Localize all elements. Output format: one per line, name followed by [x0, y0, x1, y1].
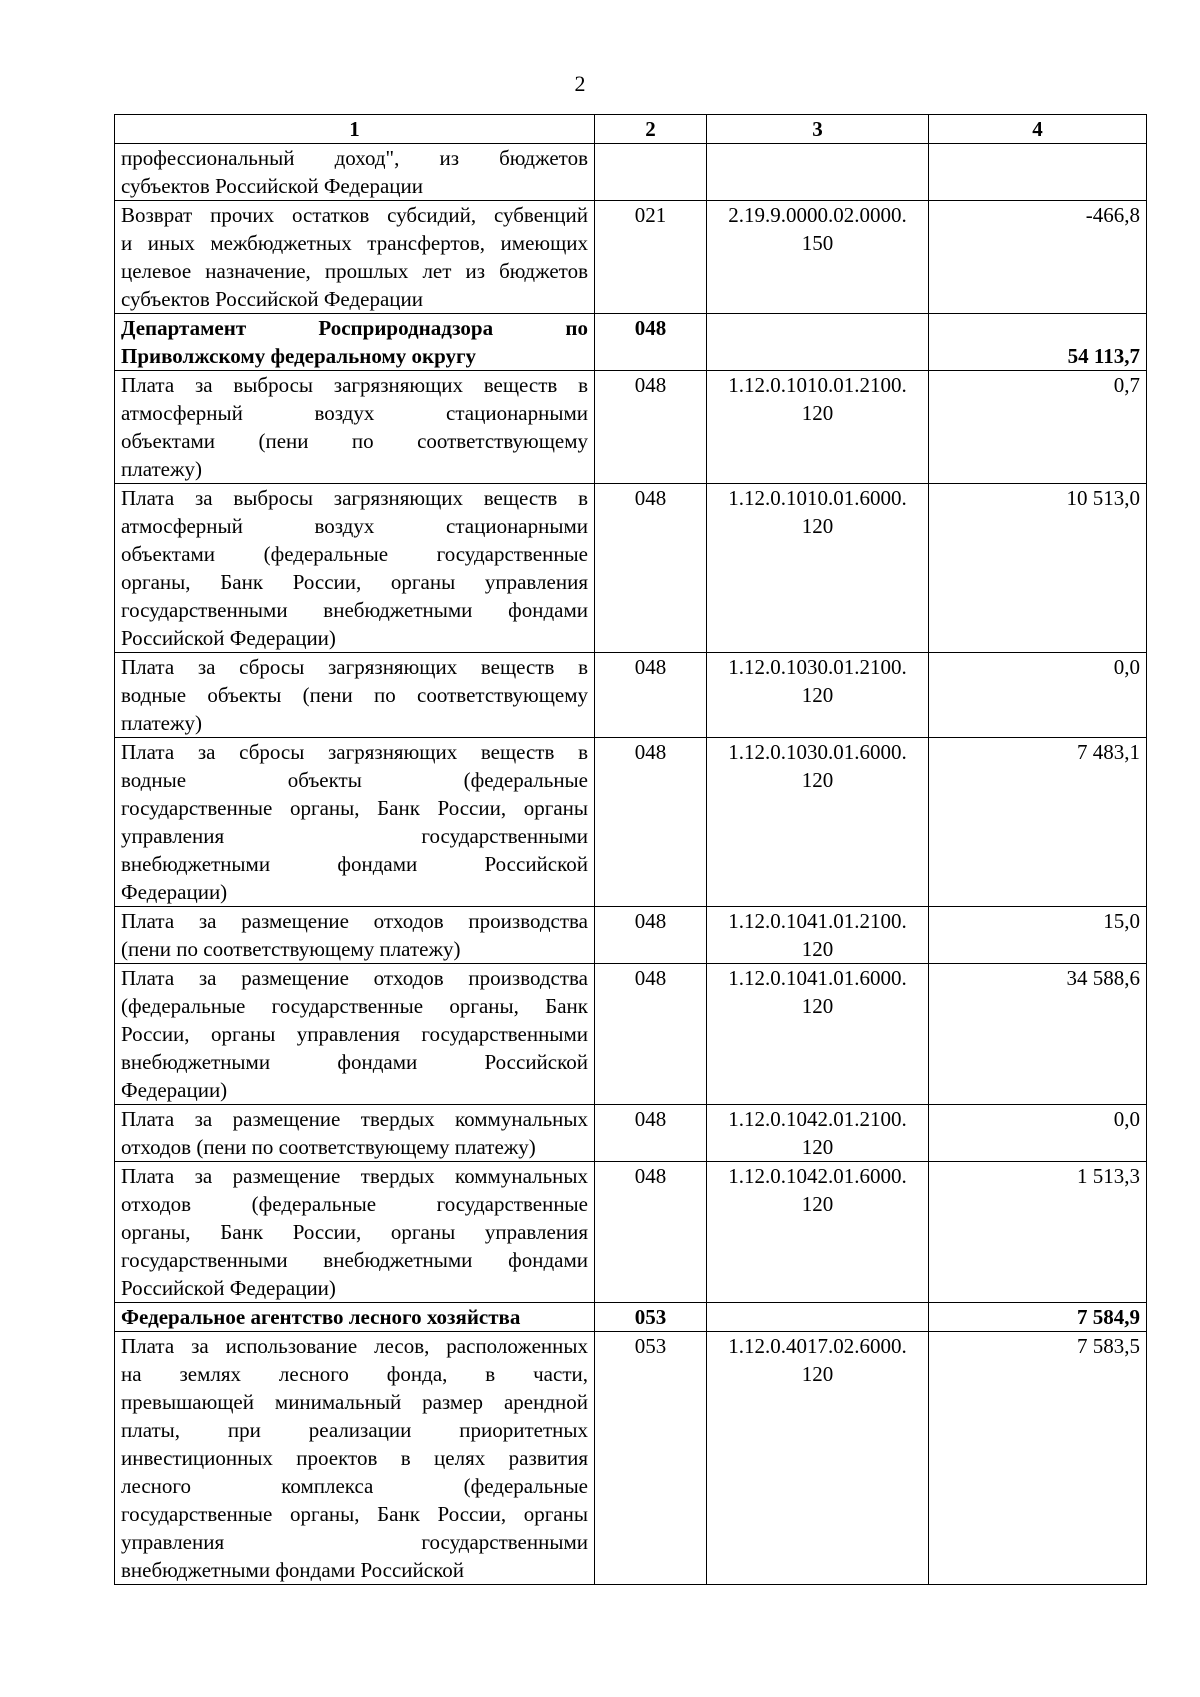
row-name-line: платы, при реализации приоритетных — [121, 1418, 588, 1442]
row-classification-code: 1.12.0.1030.01.6000. 120 — [707, 738, 929, 907]
row-amount: 0,0 — [929, 653, 1147, 738]
table-row — [115, 201, 1147, 314]
row-name-line: превышающей минимальный размер арендной — [121, 1390, 588, 1414]
row-name-line: платежу) — [121, 457, 202, 481]
row-name-line: органы, Банк России, органы управления — [121, 1220, 588, 1244]
row-name-line: Плата за выбросы загрязняющих веществ в — [121, 373, 588, 397]
header-col-2: 2 — [595, 115, 707, 144]
row-amount: 1 513,3 — [929, 1162, 1147, 1303]
header-col-4: 4 — [929, 115, 1147, 144]
row-name-line: Федерации) — [121, 880, 228, 904]
row-name-line: Плата за размещение твердых коммунальных — [121, 1107, 588, 1131]
table-row — [115, 371, 1147, 484]
row-name-line: Плата за использование лесов, расположенных — [121, 1334, 588, 1358]
row-amount: 15,0 — [929, 907, 1147, 964]
row-admin-code: 048 — [595, 738, 707, 907]
row-admin-code: 048 — [595, 653, 707, 738]
row-name-line: и иных межбюджетных трансфертов, имеющих — [121, 231, 588, 255]
row-name-line: Российской Федерации) — [121, 626, 336, 650]
table-row — [115, 1105, 1147, 1162]
row-name-line: (пени по соответствующему платежу) — [121, 937, 461, 961]
section-row — [115, 1303, 1147, 1332]
row-name-line: Плата за размещение отходов производства — [121, 966, 588, 990]
row-name-cell — [115, 1303, 595, 1332]
table-row — [115, 484, 1147, 653]
row-name-line: внебюджетными фондами Российской — [121, 1050, 588, 1074]
row-name-line: управления государственными — [121, 824, 588, 848]
row-name-line: субъектов Российской Федерации — [121, 174, 424, 198]
row-name-cell — [115, 1105, 595, 1162]
row-name-line: внебюджетными фондами Российской — [121, 852, 588, 876]
row-name-line: лесного комплекса (федеральные — [121, 1474, 588, 1498]
header-col-1: 1 — [115, 115, 595, 144]
page-number: 2 — [574, 71, 586, 96]
row-name-cell — [115, 314, 595, 371]
table-row — [115, 1332, 1147, 1585]
row-name-cell — [115, 1332, 595, 1585]
row-name-line: Федеральное агентство лесного хозяйства — [121, 1305, 521, 1329]
row-amount: 34 588,6 — [929, 964, 1147, 1105]
row-classification-code: 1.12.0.1041.01.6000. 120 — [707, 964, 929, 1105]
row-classification-code — [707, 144, 929, 201]
table-row — [115, 738, 1147, 907]
section-row — [115, 314, 1147, 371]
budget-table — [114, 114, 1147, 1585]
row-admin-code: 048 — [595, 314, 707, 371]
table-row — [115, 653, 1147, 738]
row-admin-code: 021 — [595, 201, 707, 314]
row-classification-code: 1.12.0.1030.01.2100. 120 — [707, 653, 929, 738]
row-name-line: водные объекты (федеральные — [121, 768, 588, 792]
row-amount: 7 583,5 — [929, 1332, 1147, 1585]
row-name-cell — [115, 653, 595, 738]
row-amount — [929, 144, 1147, 201]
row-admin-code — [595, 144, 707, 201]
row-amount: -466,8 — [929, 201, 1147, 314]
row-name-line: объектами (пени по соответствующему — [121, 429, 588, 453]
row-name-line: атмосферный воздух стационарными — [121, 514, 588, 538]
row-name-line: Плата за выбросы загрязняющих веществ в — [121, 486, 588, 510]
row-name-line: государственными внебюджетными фондами — [121, 1248, 588, 1272]
row-classification-code: 1.12.0.4017.02.6000. 120 — [707, 1332, 929, 1585]
row-name-cell — [115, 201, 595, 314]
row-name-cell — [115, 1162, 595, 1303]
row-amount: 7 483,1 — [929, 738, 1147, 907]
row-classification-code: 1.12.0.1041.01.2100. 120 — [707, 907, 929, 964]
row-name-line: на землях лесного фонда, в части, — [121, 1362, 588, 1386]
row-classification-code — [707, 1303, 929, 1332]
row-name-cell — [115, 738, 595, 907]
row-admin-code: 048 — [595, 371, 707, 484]
row-name-line: профессиональный доход", из бюджетов — [121, 146, 588, 170]
row-name-line: Плата за размещение отходов производства — [121, 909, 588, 933]
row-admin-code: 048 — [595, 1105, 707, 1162]
row-classification-code: 2.19.9.0000.02.0000. 150 — [707, 201, 929, 314]
row-admin-code: 048 — [595, 907, 707, 964]
row-name-line: внебюджетными фондами Российской — [121, 1558, 464, 1582]
header-col-3: 3 — [707, 115, 929, 144]
row-name-cell — [115, 371, 595, 484]
row-name-line: Российской Федерации) — [121, 1276, 336, 1300]
row-amount: 0,7 — [929, 371, 1147, 484]
row-name-line: государственные органы, Банк России, органы — [121, 1502, 588, 1526]
row-admin-code: 053 — [595, 1303, 707, 1332]
row-name-line: (федеральные государственные органы, Банк — [121, 994, 588, 1018]
row-classification-code: 1.12.0.1010.01.2100. 120 — [707, 371, 929, 484]
row-amount: 54 113,7 — [929, 314, 1147, 371]
row-name-line: государственные органы, Банк России, органы — [121, 796, 588, 820]
table-row — [115, 907, 1147, 964]
row-name-line: государственными внебюджетными фондами — [121, 598, 588, 622]
row-name-line: Приволжскому федеральному округу — [121, 344, 477, 368]
row-name-line: отходов (пени по соответствующему платежу) — [121, 1135, 536, 1159]
row-admin-code: 048 — [595, 484, 707, 653]
row-name-line: Плата за сбросы загрязняющих веществ в — [121, 655, 588, 679]
row-name-line: атмосферный воздух стационарными — [121, 401, 588, 425]
row-classification-code: 1.12.0.1042.01.2100. 120 — [707, 1105, 929, 1162]
row-classification-code: 1.12.0.1010.01.6000. 120 — [707, 484, 929, 653]
table-row — [115, 964, 1147, 1105]
table-row — [115, 144, 1147, 201]
row-name-line: объектами (федеральные государственные — [121, 542, 588, 566]
row-name-cell — [115, 907, 595, 964]
row-admin-code: 048 — [595, 964, 707, 1105]
row-classification-code: 1.12.0.1042.01.6000. 120 — [707, 1162, 929, 1303]
row-name-line: Плата за размещение твердых коммунальных — [121, 1164, 588, 1188]
row-name-line: Департамент Росприроднадзора по — [121, 316, 588, 340]
row-name-line: Федерации) — [121, 1078, 228, 1102]
row-name-line: Возврат прочих остатков субсидий, субвенций — [121, 203, 588, 227]
row-name-line: платежу) — [121, 711, 202, 735]
row-name-line: отходов (федеральные государственные — [121, 1192, 588, 1216]
row-amount: 10 513,0 — [929, 484, 1147, 653]
row-name-line: управления государственными — [121, 1530, 588, 1554]
row-name-line: водные объекты (пени по соответствующему — [121, 683, 588, 707]
row-amount: 7 584,9 — [929, 1303, 1147, 1332]
row-admin-code: 048 — [595, 1162, 707, 1303]
row-amount: 0,0 — [929, 1105, 1147, 1162]
row-classification-code — [707, 314, 929, 371]
table-row — [115, 1162, 1147, 1303]
row-name-line: субъектов Российской Федерации — [121, 287, 424, 311]
row-name-line: органы, Банк России, органы управления — [121, 570, 588, 594]
row-name-cell — [115, 484, 595, 653]
row-name-cell — [115, 964, 595, 1105]
row-name-line: России, органы управления государственными — [121, 1022, 588, 1046]
row-name-line: инвестиционных проектов в целях развития — [121, 1446, 588, 1470]
row-name-line: Плата за сбросы загрязняющих веществ в — [121, 740, 588, 764]
row-name-cell — [115, 144, 595, 201]
table-header-row — [115, 115, 1147, 144]
row-admin-code: 053 — [595, 1332, 707, 1585]
row-name-line: целевое назначение, прошлых лет из бюджетов — [121, 259, 588, 283]
